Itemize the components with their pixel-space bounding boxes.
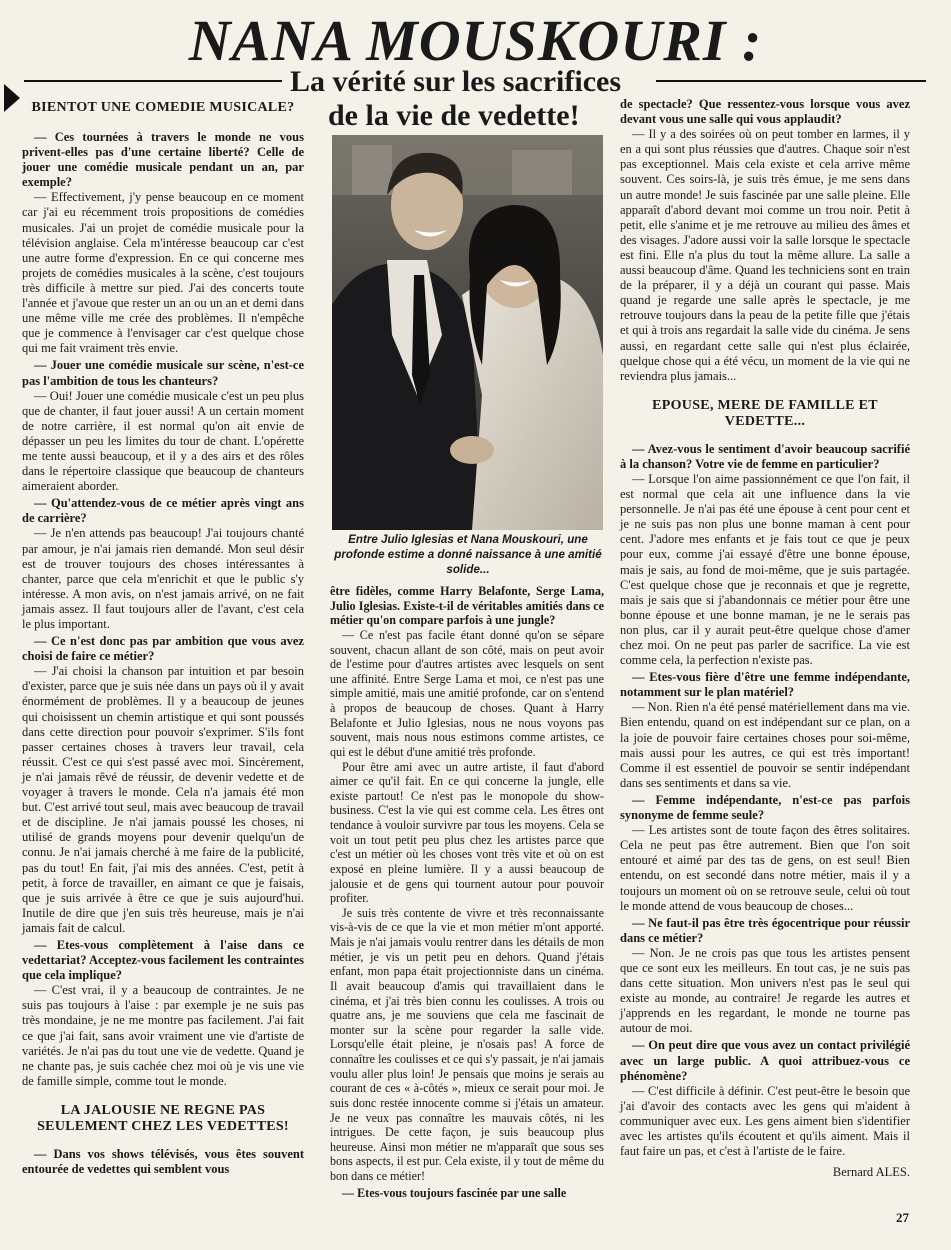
question-paragraph: — Ce n'est donc pas par ambition que vous avez choisi de faire ce métier? (22, 634, 304, 664)
question-paragraph: — On peut dire que vous avez un contact privilégié avec un large public. A quoi attribuez-vous ce phénomène? (620, 1038, 910, 1083)
answer-paragraph: — Les artistes sont de toute façon des êtres solitaires. Cela ne peut pas être autrement. Bien que l'on soit entouré et aimé par des tas de gens, on est seul! Bien entendu, on est secondé dans notre métier, mais il y a toujours un moment où on se retrouve seule, celui où tout le monde attend de vous beaucoup de choses... (620, 823, 910, 913)
answer-paragraph: — Non. Rien n'a été pensé matériellement dans ma vie. Bien entendu, quand on est indépendant sur ce plan, on a la joie de pouvoir faire certaines choses pour soi-même, mais aussi pour les autres, ce qui est très important! Comme il est essentiel de pouvoir se sentir indépendant dans ses sentiments et dans sa vie. (620, 700, 910, 790)
section-heading-comedie: BIENTOT UNE COMEDIE MUSICALE? (31, 100, 295, 115)
column-2 (330, 582, 604, 1200)
question-paragraph: — Jouer une comédie musicale sur scène, n'est-ce pas l'ambition de tous les chanteurs? (22, 358, 304, 388)
answer-paragraph: — Effectivement, j'y pense beaucoup en ce moment car j'ai eu récemment trois propositions de comédies musicales. J'ai un projet de comédie musicale pour la télévision anglaise. Cela m'intéresse beaucoup car c'est une autre forme d'expression. En ce qui concerne mes projets de comédies musicales à la scène, c'est toujours très difficile à mettre sur pied. J'ai des concerts toute l'année et j'avoue que rester un an ou un an et demi dans une même ville me crée des problèmes. Il n'empêche que je commence à l'envisager car c'est quelque chose qui me fait vraiment très envie. (22, 190, 304, 356)
author-signature: Bernard ALES. (832, 1165, 910, 1180)
question-paragraph: être fidèles, comme Harry Belafonte, Serge Lama, Julio Iglesias. Existe-t-il de véritables amitiés dans ce métier qu'on compare parfois à une jungle? (330, 584, 604, 628)
answer-paragraph: Pour être ami avec un autre artiste, il faut d'abord aimer ce qu'il fait. En ce qui concerne la jungle, elle existe partout! Ce n'est pas le monopole du show-business. C'est la vie qui est comme cela. Les êtres ont tendance à vouloir survivre par tous les moyens. Cela se voit un tout petit peu plus chez les artistes parce que c'est un métier où les choses vont très vite et où on est exposé en pleine lumière. Il y a aussi beaucoup de jalousie et de gens qui tournent autour pour pouvoir profiter. (330, 759, 604, 906)
question-paragraph: de spectacle? Que ressentez-vous lorsque vous avez devant vous une salle qui vous applaudit? (620, 97, 910, 127)
photo-caption: Entre Julio Iglesias et Nana Mouskouri, une profonde estime a donné naissance à une amitié solide... (334, 533, 602, 576)
article-subtitle-line1: La vérité sur les sacrifices (290, 65, 622, 98)
question-paragraph: — Avez-vous le sentiment d'avoir beaucoup sacrifié à la chanson? Votre vie de femme en particulier? (620, 441, 910, 471)
question-paragraph: — Ces tournées à travers le monde ne vous privent-elles pas d'une certaine liberté? Celle de jouer une comédie musicale pendant un an, par exemple? (22, 130, 304, 190)
answer-paragraph: — Je n'en attends pas beaucoup! J'ai toujours chanté par amour, je n'ai jamais rien demandé. Mon seul désir est de trouver toujours des choses intéressantes à chanter, parce que cela m'enrichit et que le public s'y intéresse. A mon avis, on n'est jamais arrivé, on ne fait jamais assez. Il faut toujours aller de l'avant, c'est cela le plus important. (22, 526, 304, 631)
column-3 (620, 95, 910, 1180)
question-paragraph: — Qu'attendez-vous de ce métier après vingt ans de carrière? (22, 496, 304, 526)
answer-paragraph: — Ce n'est pas facile étant donné qu'on se sépare souvent, chacun allant de son côté, mais on peut avoir de l'estime pour d'autres artistes avec lesquels on sent une affinité. Entre Serge Lama et moi, ce n'est pas une simple amitié, mais une amitié profonde, car on s'entend à propos de beaucoup de choses. Quant à Harry Belafonte et Julio Iglesias, nous ne nous voyons pas souvent, mais nous nous estimons comme artistes, ce qui est le début d'une amitié très profonde. (330, 627, 604, 759)
answer-paragraph: Je suis très contente de vivre et très reconnaissante vis-à-vis de ce que la vie et mon métier m'ont apporté. Mais je n'ai jamais voulu rentrer dans les détails de mon métier, je vis un petit peu en dehors. Quand j'étais enfant, mon papa était projectionniste dans un cinéma. Il avait beaucoup d'amis qui travaillaient dans le cinéma, et j'ai très bien connu les coulisses. A trois ou quatre ans, je me souviens que cela me fascinait de monter sur la scène pour regarder la salle vide. Lorsqu'elle était pleine, je n'osais pas! A force de connaître les coulisses et ce qui s'y passait, je n'ai jamais voulu aller plus loin! Je pensais que moins je serais au courant de ces « à-côtés », mieux ce serait pour moi. Je suis donc restée innocente comme si j'étais un amateur. Je ne veux pas connaître les mauvais côtés, ni les intrigues. De cette façon, je suis beaucoup plus heureuse. Ainsi mon métier ne m'apparaît que sous ses bons aspects, il est pur. Cela existe, il y tout de même du bon dans ce métier! (330, 905, 604, 1183)
question-paragraph: — Etes-vous complètement à l'aise dans ce vedettariat? Acceptez-vous facilement les contraintes que cela implique? (22, 937, 304, 983)
title-rule-left (24, 80, 282, 82)
section-heading-jalousie: LA JALOUSIE NE REGNE PAS SEULEMENT CHEZ LES VEDETTES! (37, 1102, 289, 1134)
article-title: NANA MOUSKOURI : (188, 8, 763, 73)
column-1 (22, 100, 304, 1177)
column-3-paragraphs-bottom (620, 442, 910, 1159)
answer-paragraph: — Non. Je ne crois pas que tous les artistes pensent que ce sont eux les meilleurs. En tout cas, je ne suis pas dans cette situation. Mon univers n'est pas le seul qui existe au monde, au contraire! Je regarde les autres et j'apprends en les regardant, le monde ne tourne pas autour de moi. (620, 945, 910, 1036)
answer-paragraph: — Il y a des soirées où on peut tomber en larmes, il y en a qui sont plus réussies que d'autres. Chaque soir n'est pas exceptionnel. Mais cela existe et cela arrive même souvent. Ces soirs-là, je suis très émue, je me sens dans un autre monde! Je suis fascinée par une salle pleine. Elle apparaît d'abord devant moi comme un trou noir. Petit à petit, elle s'anime et je me retrouve au milieu des âmes et des visages. J'adore aussi voir la salle lorsque le spectacle est fini. Elle n'a plus du tout la même allure. La salle a aussi beaucoup d'âme. Quand les techniciens sont en train de la préparer, il y a déjà un courant qui passe. Mais quand je regarde une salle après le spectacle, je me retrouve toujours dans la peau de la petite fille que j'étais et qui à trois ans regardait la salle vide du cinéma. Je sens aussi, en regardant cette salle qui n'est plus éclairée, quelque chose qui a été vécu, un moment de la vie qui ne reviendra plus jamais... (620, 127, 910, 383)
question-paragraph: — Ne faut-il pas être très égocentrique pour réussir dans ce métier? (620, 915, 910, 945)
answer-paragraph: — C'est difficile à définir. C'est peut-être le besoin que j'ai d'avoir des contacts avec les gens qui m'aident à communiquer avec eux. Les gens aiment bien s'identifier avec les artistes qu'ils écoutent et qu'ils aiment. Mais il faut faire un pas, et c'est à l'artiste de le faire. (620, 1083, 910, 1159)
question-paragraph: — Etes-vous fière d'être une femme indépendante, notamment sur le plan matériel? (620, 670, 910, 700)
arrow-marker-icon (4, 84, 20, 112)
question-paragraph: — Dans vos shows télévisés, vous êtes souvent entourée de vedettes qui semblent vous (22, 1146, 304, 1176)
column-2-paragraphs (330, 584, 604, 1200)
column-3-paragraphs-top (620, 97, 910, 384)
photo-illustration (332, 135, 603, 530)
page-number: 27 (896, 1210, 909, 1225)
section-heading-epouse: EPOUSE, MERE DE FAMILLE ET VEDETTE... (652, 397, 878, 429)
question-paragraph: — Femme indépendante, n'est-ce pas parfois synonyme de femme seule? (620, 792, 910, 823)
title-rule-right (656, 80, 926, 82)
answer-paragraph: — Oui! Jouer une comédie musicale c'est un peu plus que de chanter, il faut jouer aussi! A un certain moment de notre carrière, il est normal qu'on ait envie de dépasser un peu les limites du tour de chant. L'opérette me tente aussi beaucoup, et il y a des airs et des rôles dans le répertoire classique que beaucoup de chanteurs aimeraient aborder. (22, 388, 304, 494)
photo-julio-iglesias-nana-mouskouri (332, 135, 603, 530)
answer-paragraph: — Lorsque l'on aime passionnément ce que l'on fait, il est normal que cela ait une influence dans la vie personnelle. Je n'ai pas été une épouse à cent pour cent et je ne suis pas non plus une bonne maman à cent pour cent. J'adore mes enfants et je fais tout ce que je peux pour eux, comme j'ai essayé d'être une bonne épouse, mais je sais, au fond de moi-même, que je suis partagée. C'est quelque chose que je reconnais et que je regrette, mais je sais que si j'abandonnais ce métier pour être une bonne épouse et une bonne maman, je ne le serais pas non plus, car il y aurait peut-être quelque chose d'amer chez moi. On ne peut pas parler de sacrifice. La vie est comme cela, la perfection n'existe pas. (620, 471, 910, 668)
column-1-paragraphs (22, 130, 304, 1089)
answer-paragraph: — C'est vrai, il y a beaucoup de contraintes. Je ne suis pas toujours à l'aise : par exemple je ne suis pas très mondaine, je ne me montre pas facilement. J'ai fait ce que j'ai fait, sans avoir vraiment une vie d'artiste de variétés. Je n'ai pas du tout une vie de vedette. Quand je ne chante pas, je suis cachée chez moi où je vis une vie de famille simple, comme tout le monde. (22, 983, 304, 1088)
article-subtitle-line2: de la vie de vedette! (328, 99, 580, 132)
question-paragraph: — Etes-vous toujours fascinée par une salle (342, 1185, 567, 1200)
answer-paragraph: — J'ai choisi la chanson par intuition et par besoin d'exister, parce que je suis née dans un pays où il y avait énormément de problèmes. Il y a beaucoup de jeunes qui choisissent un chemin artistique et qui sont poussés dans cette direction pour pouvoir s'exprimer. S'ils font passer certaines choses à travers leur travail, cela réussit. C'est ce qui s'est passé avec moi. Sincèrement, je n'ai jamais rêvé de réussir, de devenir vedette et de voyager à travers le monde. Cela n'a jamais été mon but. C'est arrivé tout seul, mais avec beaucoup de travail et de discipline. Je n'ai jamais poussé les choses, ni utilisé de grands moyens pour devenir quelqu'un de connu. Je n'ai jamais cherché à me faire de la publicité, pas du tout! En fait, j'ai mis des années. C'est, petit à petit, à force de travailler, en aimant ce que je faisais, que je suis arrivée à être ce que je suis aujourd'hui. Inutile de dire que j'en suis très heureuse, mais je n'ai jamais fait de calcul. (22, 664, 304, 935)
